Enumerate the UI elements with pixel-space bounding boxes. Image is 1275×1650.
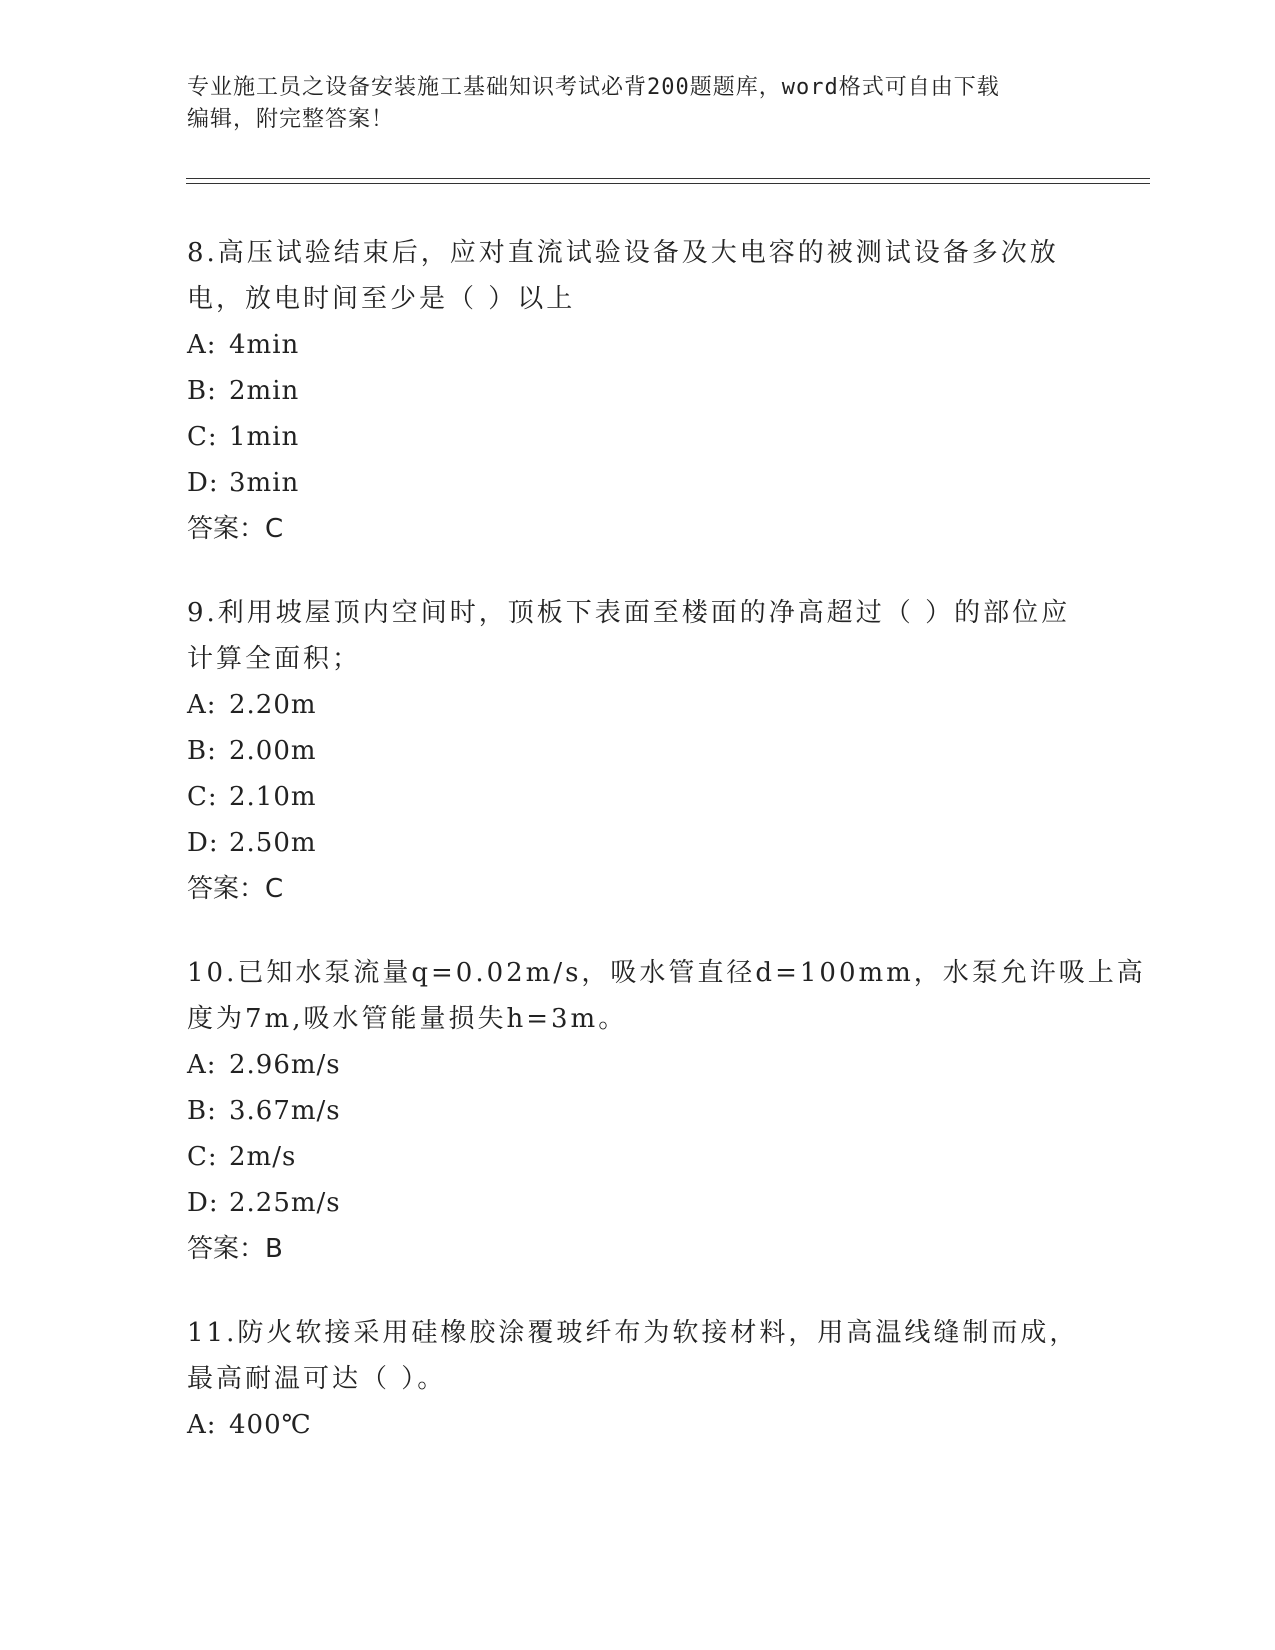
option-a: [187, 322, 1087, 368]
option-letter: B:: [187, 376, 217, 406]
option-b: [187, 728, 1087, 774]
stem-line-1: 11.防火软接采用硅橡胶涂覆玻纤布为软接材料，用高温线缝制而成，: [187, 1318, 1079, 1348]
option-letter: C:: [187, 782, 218, 812]
option-text: 2.00m: [229, 736, 317, 766]
option-letter: D:: [187, 1188, 219, 1218]
option-text: 2.25m/s: [229, 1188, 341, 1218]
option-text: 2m/s: [229, 1142, 297, 1172]
option-letter: C:: [187, 422, 218, 452]
question-9: [187, 590, 1087, 912]
option-letter: D:: [187, 828, 219, 858]
document-header: [187, 72, 1067, 136]
option-a: [187, 1402, 1087, 1448]
option-text: 3.67m/s: [229, 1096, 341, 1126]
option-text: 2min: [229, 376, 300, 406]
option-text: 2.96m/s: [229, 1050, 341, 1080]
option-d: [187, 460, 1087, 506]
option-text: 2.20m: [229, 690, 317, 720]
option-text: 2.10m: [229, 782, 317, 812]
question-stem: [187, 230, 1087, 322]
question-8: [187, 230, 1087, 552]
option-letter: C:: [187, 1142, 218, 1172]
option-b: [187, 368, 1087, 414]
stem-line-2: 电，放电时间至少是（ ）以上: [187, 284, 576, 314]
question-stem: [187, 950, 1146, 1042]
question-stem: [187, 590, 1087, 682]
header-line-1: 专业施工员之设备安装施工基础知识考试必背200题题库，word格式可自由下载: [187, 75, 1000, 100]
option-text: 3min: [229, 468, 300, 498]
option-letter: A:: [187, 1050, 217, 1080]
question-10: [187, 950, 1146, 1272]
stem-line-2: 最高耐温可达（ ）。: [187, 1364, 447, 1394]
option-letter: B:: [187, 1096, 217, 1126]
answer: 答案：C: [187, 874, 284, 904]
option-c: [187, 1134, 1087, 1180]
option-a: [187, 1042, 1087, 1088]
option-b: [187, 1088, 1087, 1134]
answer: 答案：C: [187, 514, 284, 544]
stem-line-1: 9.利用坡屋顶内空间时，顶板下表面至楼面的净高超过（ ）的部位应: [187, 598, 1071, 628]
answer: 答案：B: [187, 1234, 283, 1264]
option-letter: D:: [187, 468, 219, 498]
option-letter: A:: [187, 690, 217, 720]
stem-line-2: 度为7m,吸水管能量损失h=3m。: [187, 1004, 628, 1034]
option-text: 400℃: [229, 1410, 312, 1440]
option-c: [187, 774, 1087, 820]
header-divider-bottom: [186, 183, 1150, 184]
option-d: [187, 820, 1087, 866]
stem-line-1: 10.已知水泵流量q=0.02m/s，吸水管直径d=100mm，水泵允许吸上高: [187, 958, 1146, 988]
question-stem: [187, 1310, 1087, 1402]
option-letter: B:: [187, 736, 217, 766]
option-text: 2.50m: [229, 828, 317, 858]
header-divider-top: [186, 178, 1150, 179]
option-a: [187, 682, 1087, 728]
stem-line-2: 计算全面积；: [187, 644, 362, 674]
option-text: 1min: [229, 422, 300, 452]
question-11: [187, 1310, 1087, 1448]
option-c: [187, 414, 1087, 460]
option-text: 4min: [229, 330, 300, 360]
option-d: [187, 1180, 1087, 1226]
stem-line-1: 8.高压试验结束后，应对直流试验设备及大电容的被测试设备多次放: [187, 238, 1059, 268]
header-line-2: 编辑，附完整答案！: [187, 107, 395, 132]
option-letter: A:: [187, 330, 217, 360]
option-letter: A:: [187, 1410, 217, 1440]
